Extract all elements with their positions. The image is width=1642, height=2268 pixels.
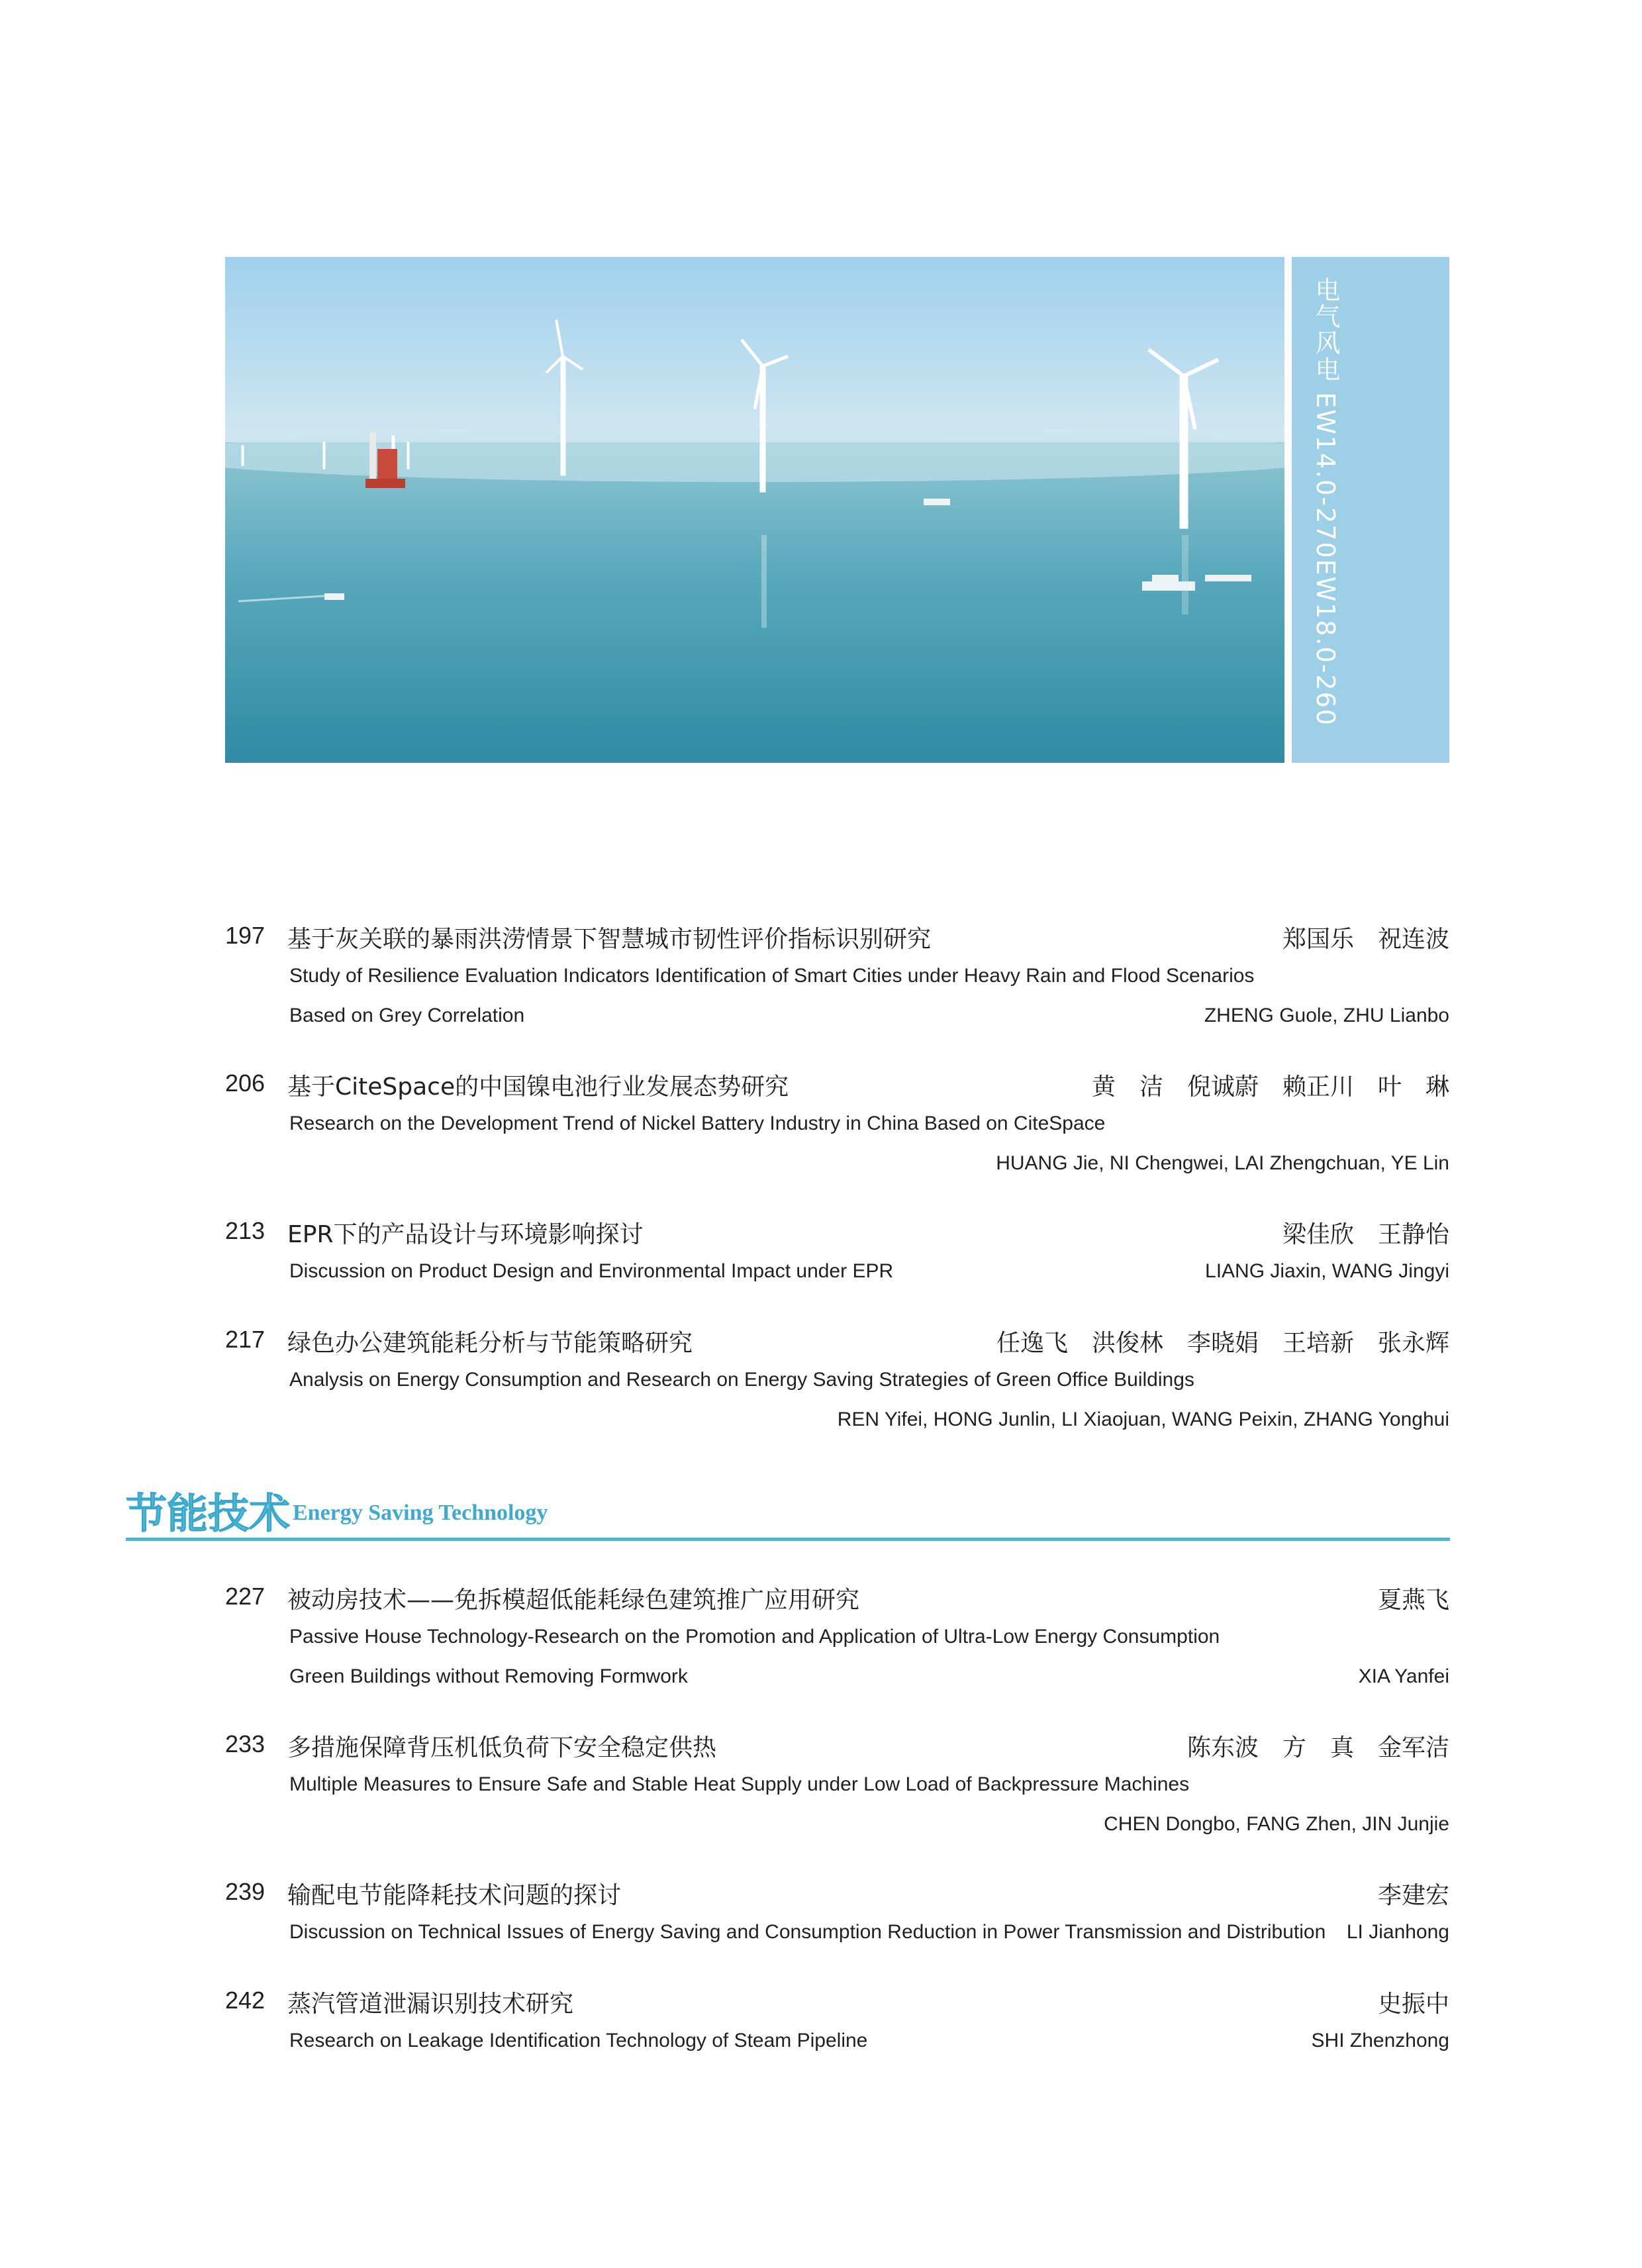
cn-title: 绿色办公建筑能耗分析与节能策略研究	[287, 1330, 693, 1357]
en-title-line: Multiple Measures to Ensure Safe and Stable Heat Supply under Low Load of Backpressure Machines	[289, 1773, 1190, 1795]
cn-title: 输配电节能降耗技术问题的探讨	[287, 1882, 622, 1909]
cn-authors: 陈东波 方 真 金军洁	[1186, 1734, 1449, 1761]
en-authors: HUANG Jie, NI Chengwei, LAI Zhengchuan, YE Lin	[996, 1152, 1449, 1174]
cn-title: 蒸汽管道泄漏识别技术研究	[287, 1991, 574, 2018]
page-number: 197	[225, 922, 266, 949]
en-title-line: Green Buildings without Removing Formwork	[289, 1665, 688, 1687]
cn-authors: 任逸飞 洪俊林 李晓娟 王培新 张永辉	[996, 1330, 1449, 1357]
en-title-line: Research on the Development Trend of Nickel Battery Industry in China Based on CiteSpace	[289, 1112, 1106, 1134]
en-title-line: Passive House Technology-Research on the Promotion and Application of Ultra-Low Energy Consumption	[289, 1626, 1220, 1648]
section-title-en: Energy Saving Technology	[293, 1501, 548, 1525]
cn-title: 被动房技术——免拆模超低能耗绿色建筑推广应用研究	[287, 1587, 860, 1614]
page-number: 233	[225, 1730, 266, 1757]
cn-authors: 李建宏	[1377, 1882, 1449, 1909]
en-title-line: Based on Grey Correlation	[289, 1005, 525, 1026]
en-title-line: Analysis on Energy Consumption and Research on Energy Saving Strategies of Green Office Buildings	[289, 1369, 1194, 1391]
en-authors: XIA Yanfei	[1358, 1665, 1449, 1687]
en-title-line: Discussion on Technical Issues of Energy Saving and Consumption Reduction in Power Transmission and Distribution	[289, 1921, 1326, 1943]
page-number: 242	[225, 1987, 266, 2014]
cn-title: 多措施保障背压机低负荷下安全稳定供热	[287, 1734, 717, 1761]
section-title-cn: 节能技术	[126, 1489, 291, 1538]
en-title-line: Discussion on Product Design and Environmental Impact under EPR	[289, 1260, 894, 1282]
en-title-line: Research on Leakage Identification Technology of Steam Pipeline	[289, 2030, 868, 2051]
cn-authors: 夏燕飞	[1377, 1587, 1449, 1614]
side-banner-label: 电气风电 EW14.0-270EW18.0-260	[1311, 277, 1340, 726]
cn-authors: 郑国乐 祝连波	[1282, 926, 1449, 953]
hero-wind-farm-image	[225, 257, 1284, 763]
page-number: 227	[225, 1583, 266, 1610]
en-authors: SHI Zhenzhong	[1311, 2030, 1449, 2051]
en-authors: ZHENG Guole, ZHU Lianbo	[1204, 1005, 1449, 1026]
en-authors: LI Jianhong	[1346, 1921, 1449, 1943]
en-authors: LIANG Jiaxin, WANG Jingyi	[1205, 1260, 1449, 1282]
cn-title: 基于CiteSpace的中国镍电池行业发展态势研究	[287, 1073, 789, 1101]
cn-authors: 史振中	[1377, 1991, 1449, 2018]
cn-authors: 黄 洁 倪诚蔚 赖正川 叶 琳	[1091, 1073, 1449, 1101]
page-number: 213	[225, 1217, 266, 1244]
en-authors: CHEN Dongbo, FANG Zhen, JIN Junjie	[1104, 1813, 1449, 1835]
page-number: 206	[225, 1069, 266, 1097]
cn-title: 基于灰关联的暴雨洪涝情景下智慧城市韧性评价指标识别研究	[287, 926, 932, 953]
section-divider	[126, 1538, 1450, 1541]
page-number: 217	[225, 1326, 266, 1353]
cn-authors: 梁佳欣 王静怡	[1282, 1221, 1449, 1248]
page-number: 239	[225, 1878, 266, 1905]
en-title-line: Study of Resilience Evaluation Indicators Identification of Smart Cities under Heavy Rain and Flood Scenarios	[289, 965, 1255, 987]
section-heading	[126, 1481, 1450, 1540]
cn-title: EPR下的产品设计与环境影响探讨	[287, 1221, 644, 1248]
en-authors: REN Yifei, HONG Junlin, LI Xiaojuan, WANG Peixin, ZHANG Yonghui	[837, 1408, 1449, 1430]
